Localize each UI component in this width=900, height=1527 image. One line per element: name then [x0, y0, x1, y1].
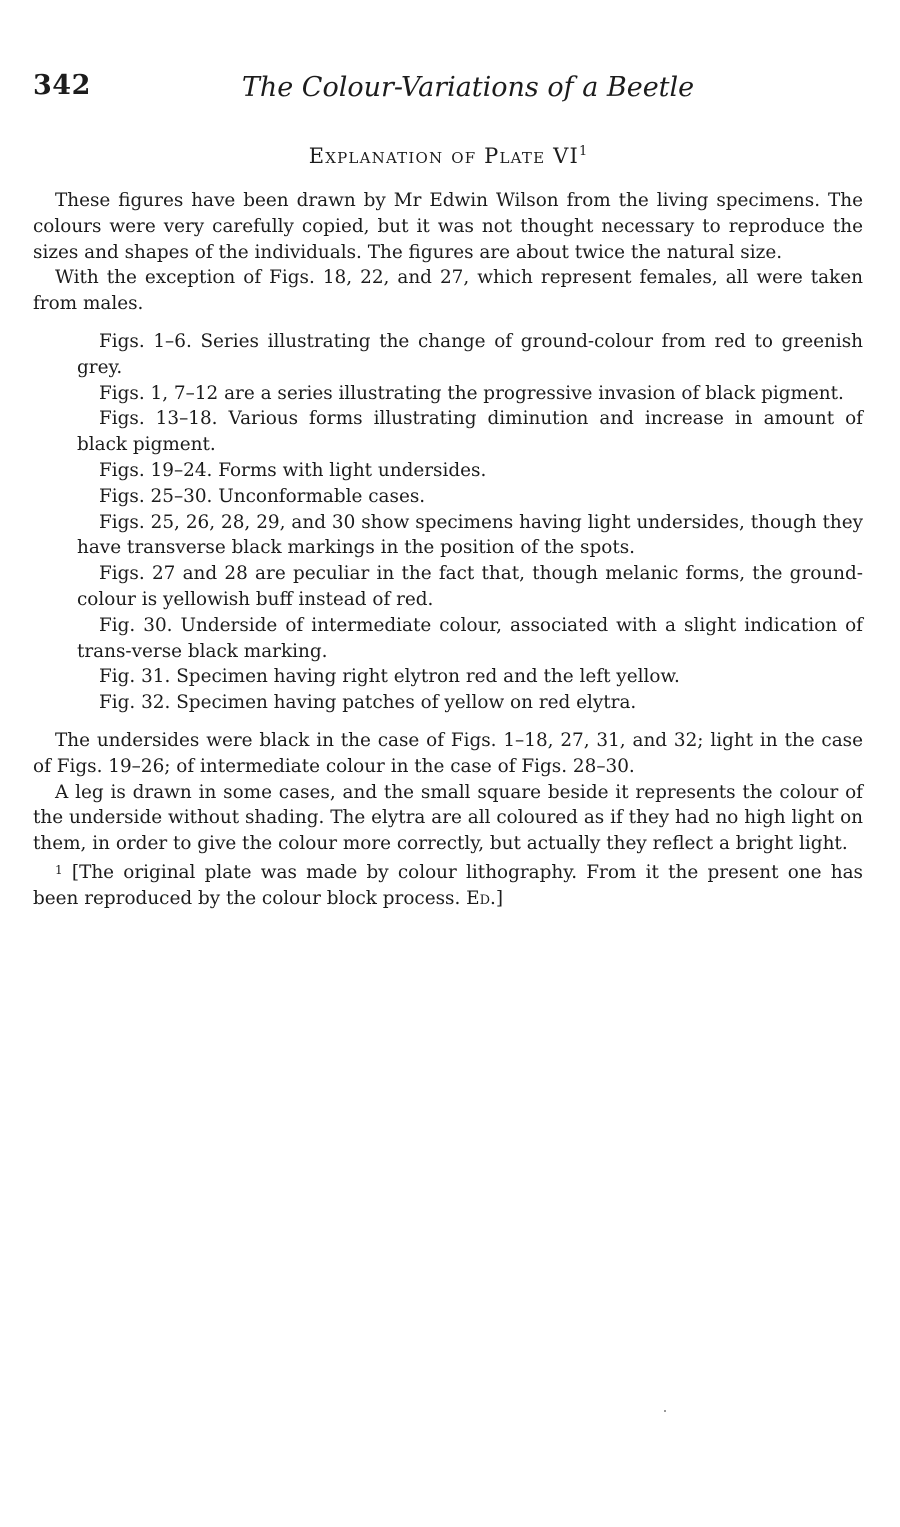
footnote-reference: 1: [578, 144, 588, 159]
page-number: 342: [33, 70, 91, 101]
intro-paragraph: These figures have been drawn by Mr Edwin Wilson from the living specimens. The colours were very carefully copied, but it was not thought necessary to reproduce the sizes and shapes of the individuals. The figures are about twice the natural size.: [33, 190, 863, 263]
body-text: [33, 188, 863, 912]
figure-list-item: Figs. 19–24. Forms with light undersides.: [99, 459, 487, 481]
footnote-marker: 1: [55, 862, 63, 877]
section-title: [33, 144, 863, 168]
closing-paragraph: The undersides were black in the case of Figs. 1–18, 27, 31, and 32; light in the case of Figs. 19–26; of intermediate colour in the case of Figs. 28–30.: [33, 729, 863, 777]
intro-paragraph: With the exception of Figs. 18, 22, and 27, which represent females, all were taken from males.: [33, 267, 863, 315]
section-title-text: Explanation of Plate VI: [308, 144, 579, 168]
figure-list-item: Figs. 1, 7–12 are a series illustrating the progressive invasion of black pigment.: [99, 382, 844, 404]
footnote: [33, 857, 863, 912]
figure-list-item: Fig. 31. Specimen having right elytron red and the left yellow.: [99, 666, 680, 688]
page-header: [33, 70, 863, 110]
figure-list: [33, 329, 863, 716]
closing-paragraph: A leg is drawn in some cases, and the small square beside it represents the colour of the underside without shading. The elytra are all coloured as if they had no high light on them, in order to give the colour more correctly, but actually they reflect a bright light.: [33, 781, 863, 855]
page: [33, 70, 863, 912]
figure-list-item: Figs. 27 and 28 are peculiar in the fact that, though melanic forms, the ground-colour is yellowish buff instead of red.: [77, 563, 863, 610]
footnote-text: [The original plate was made by colour lithography. From it the present one has been reproduced by the colour block process.: [33, 861, 863, 909]
figure-list-item: Figs. 1–6. Series illustrating the change of ground-colour from red to greenish grey.: [77, 330, 863, 378]
figure-list-item: Figs. 25, 26, 28, 29, and 30 show specimens having light undersides, though they have transverse black markings in the position of the spots.: [77, 511, 863, 559]
intro-block: [33, 188, 863, 317]
print-speck: [664, 1410, 666, 1412]
figure-list-item: Fig. 32. Specimen having patches of yellow on red elytra.: [99, 692, 637, 714]
figure-list-item: Fig. 30. Underside of intermediate colour, associated with a slight indication of trans-verse black marking.: [77, 614, 863, 662]
figure-list-item: Figs. 25–30. Unconformable cases.: [99, 485, 426, 507]
closing-block: [33, 728, 863, 857]
running-title: The Colour-Variations of a Beetle: [241, 72, 695, 103]
figure-list-item: Figs. 13–18. Various forms illustrating diminution and increase in amount of black pigment.: [77, 408, 863, 456]
footnote-editor-mark: Ed.]: [466, 887, 504, 909]
